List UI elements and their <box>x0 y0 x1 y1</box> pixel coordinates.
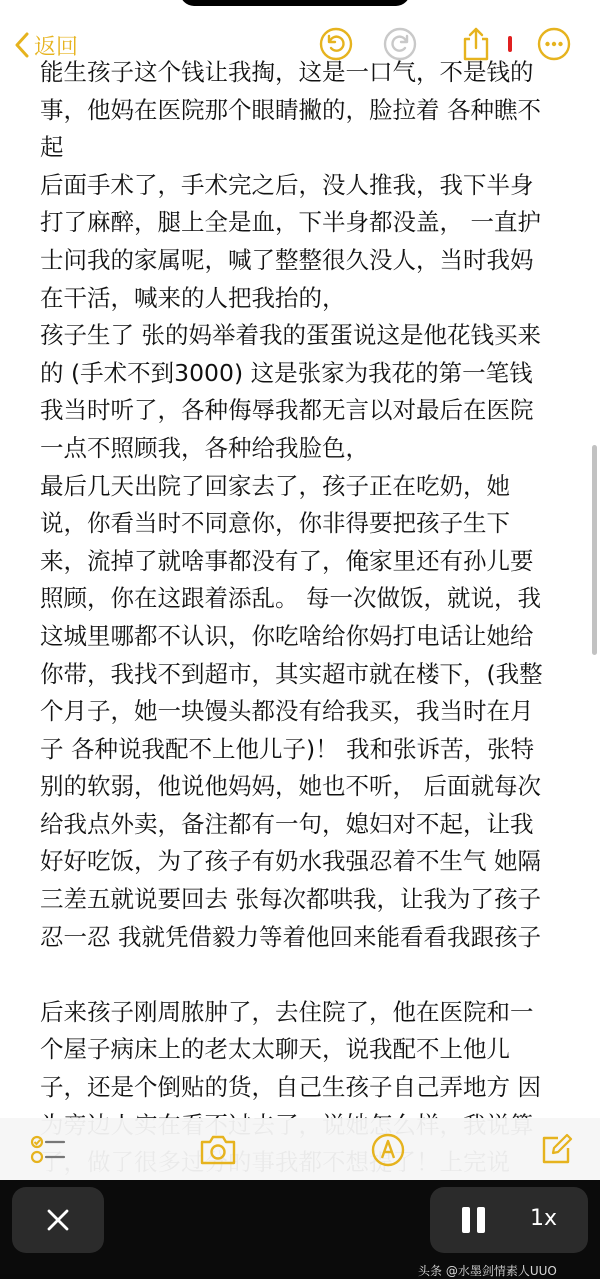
checklist-icon <box>28 1130 68 1170</box>
note-line: 孩子生了 张的妈举着我的蛋蛋说这是他花钱买来 <box>40 321 541 350</box>
note-line: 别的软弱，他说他妈妈，她也不听， 后面就每次 <box>40 772 541 801</box>
markup-icon <box>370 1132 406 1168</box>
watermark: 头条 @水墨剑情素人UUO <box>418 1264 557 1278</box>
notes-toolbar <box>0 1118 600 1180</box>
note-line: 在干活，喊来的人把我抬的， <box>40 283 346 312</box>
compose-button[interactable] <box>534 1128 578 1172</box>
note-line: 给我点外卖，备注都有一句，媳妇对不起，让我 <box>40 809 534 838</box>
phone-notch <box>180 0 410 6</box>
note-line: 起 <box>40 133 64 162</box>
camera-icon <box>198 1133 238 1167</box>
pause-icon[interactable] <box>462 1207 486 1233</box>
note-line: 你带，我找不到超市，其实超市就在楼下，(我整 <box>40 659 543 688</box>
note-line: 打了麻醉，腿上全是血，下半身都没盖， 一直护 <box>40 208 541 237</box>
note-line: 士问我的家属呢，喊了整整很久没人，当时我妈 <box>40 245 534 274</box>
note-line: 我当时听了，各种侮辱我都无言以对最后在医院 <box>40 396 534 425</box>
checklist-button[interactable] <box>26 1128 70 1172</box>
scrollbar[interactable] <box>592 445 597 655</box>
playback-controls <box>430 1187 588 1253</box>
note-line: 好好吃饭，为了孩子有奶水我强忍着不生气 她隔 <box>40 847 541 876</box>
note-text-body[interactable] <box>40 54 575 1180</box>
note-line: 子 各种说我配不上他儿子)！ 我和张诉苦，张特 <box>40 734 535 763</box>
note-line: 忍一忍 我就凭借毅力等着他回来能看看我跟孩子 <box>40 922 541 951</box>
back-label: 返回 <box>34 34 79 60</box>
note-line: 最后几天出院了回家去了，孩子正在吃奶，她 <box>40 471 510 500</box>
note-line: 子，还是个倒贴的货，自己生孩子自己弄地方 因 <box>40 1073 541 1102</box>
chevron-left-icon <box>14 32 30 58</box>
note-line: 这城里哪都不认识，你吃啥给你妈打电话让她给 <box>40 621 534 650</box>
note-line: 一点不照顾我，各种给我脸色， <box>40 433 369 462</box>
note-line: 个月子，她一块馒头都没有给我买，我当时在月 <box>40 697 534 726</box>
note-line: 后面手术了，手术完之后，没人推我，我下半身 <box>40 170 534 199</box>
note-line: 个屋子病床上的老太太聊天，说我配不上他儿 <box>40 1035 510 1064</box>
close-button[interactable] <box>12 1187 104 1253</box>
camera-button[interactable] <box>196 1128 240 1172</box>
note-line: 来，流掉了就啥事都没有了，俺家里还有孙儿要 <box>40 546 534 575</box>
close-icon <box>46 1208 70 1232</box>
note-line: 说，你看当时不同意你，你非得要把孩子生下 <box>40 509 510 538</box>
note-line <box>40 956 575 994</box>
note-line: 事，他妈在医院那个眼睛撇的，脸拉着 各种瞧不 <box>40 95 541 124</box>
note-line: 照顾，你在这跟着添乱。 每一次做饭，就说，我 <box>40 584 541 613</box>
note-line: 三差五就说要回去 张每次都哄我，让我为了孩子 <box>40 885 541 914</box>
note-line: 的 (手术不到3000) 这是张家为我花的第一笔钱 <box>40 358 533 387</box>
recording-indicator-icon <box>508 36 512 52</box>
markup-button[interactable] <box>366 1128 410 1172</box>
note-line: 能生孩子这个钱让我掏，这是一口气，不是钱的 <box>40 58 534 86</box>
note-line: 后来孩子刚周脓肿了，去住院了，他在医院和一 <box>40 997 534 1026</box>
playback-speed-button[interactable]: 1x <box>530 1206 558 1231</box>
compose-icon <box>538 1132 574 1168</box>
